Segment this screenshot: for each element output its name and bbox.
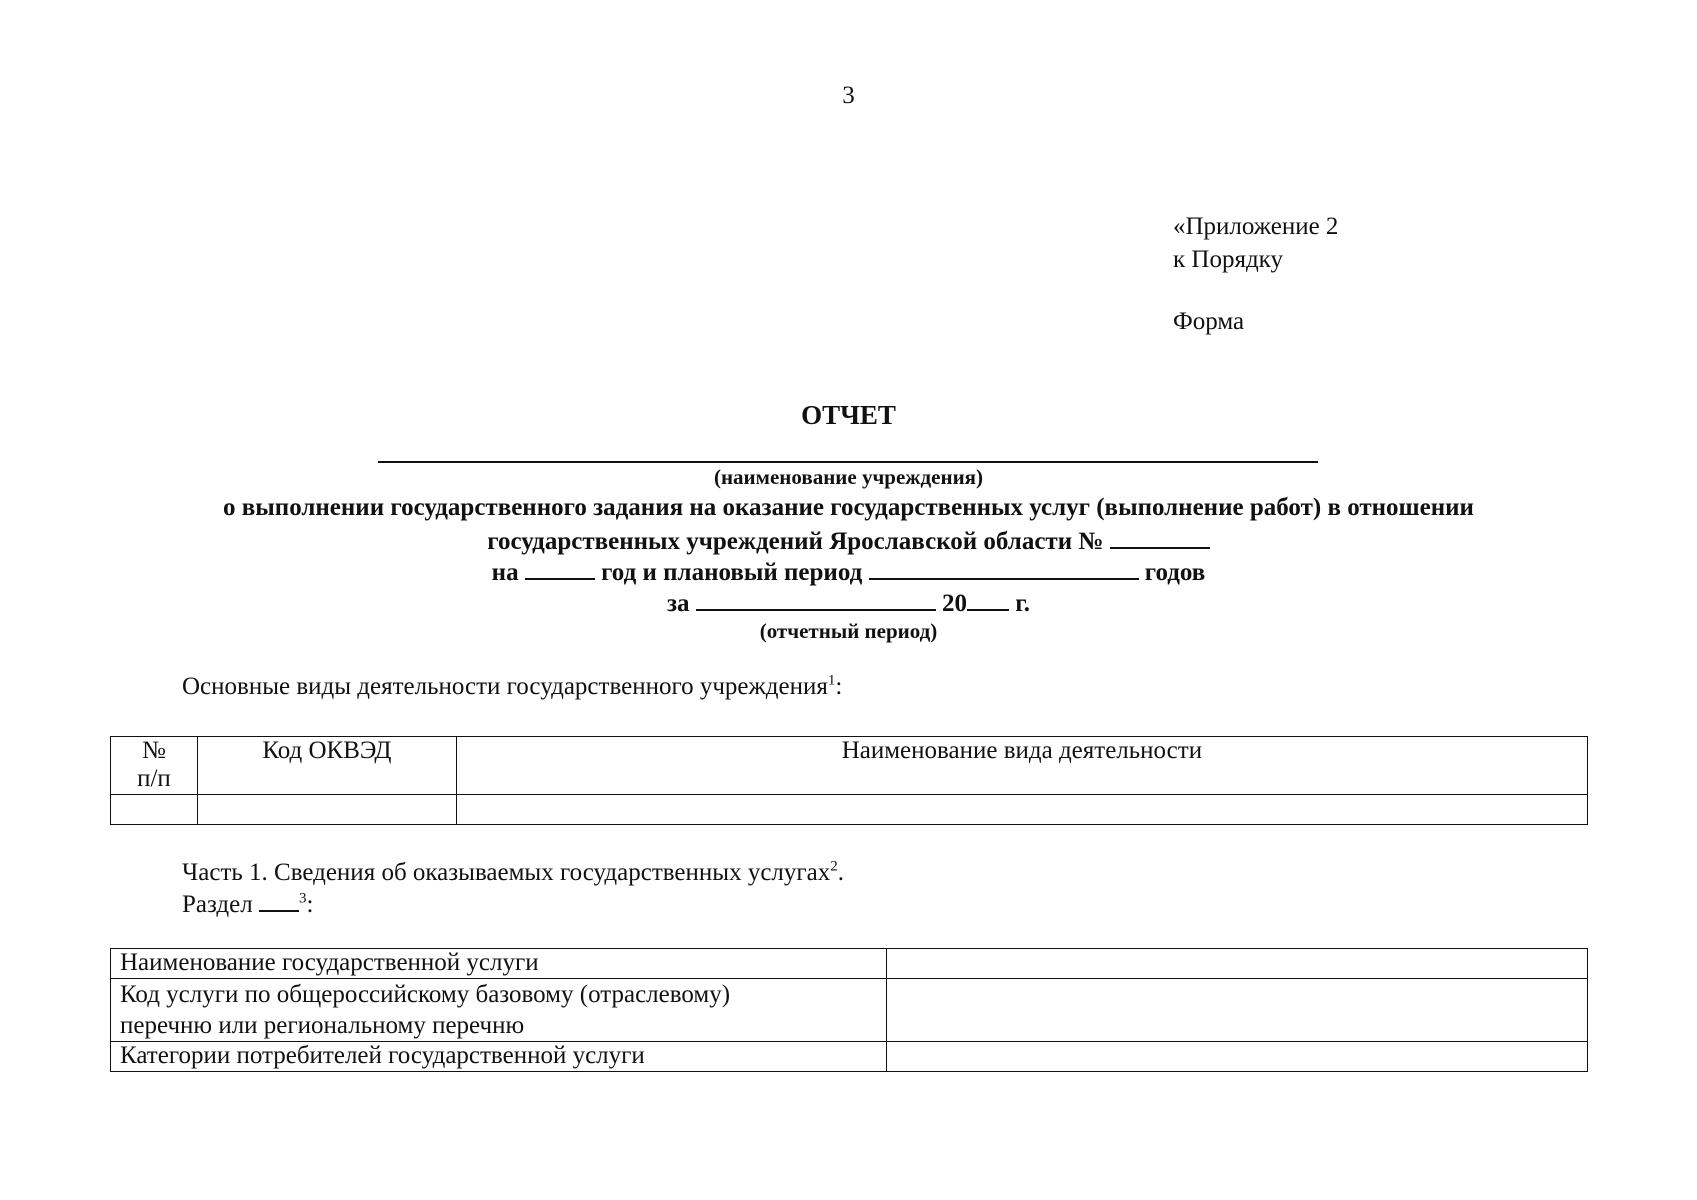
header-num-line2: п/п — [137, 765, 171, 792]
row-name-cell[interactable] — [456, 795, 1587, 825]
activities-intro — [182, 673, 842, 701]
institution-name-blank[interactable] — [378, 461, 1318, 463]
subtitle-line-2 — [0, 525, 1697, 556]
report-period-blank[interactable] — [696, 587, 936, 611]
period-caption: (отчетный период) — [759, 619, 938, 643]
year-blank[interactable] — [525, 556, 595, 580]
subtitle-line-1: о выполнении государственного задания на оказание государственных услуг (выполнение работ) в отношении — [223, 494, 1474, 521]
header-num — [111, 737, 198, 795]
part1-heading — [182, 859, 844, 887]
period-years: годов — [1144, 559, 1206, 586]
appendix-line-1: «Приложение 2 — [1173, 213, 1339, 240]
table-row — [111, 1042, 1588, 1072]
header-name: Наименование вида деятельности — [456, 737, 1587, 795]
section-colon: : — [306, 891, 314, 918]
service-code-label — [111, 979, 887, 1042]
section-heading — [182, 888, 313, 919]
period-na: на — [491, 559, 519, 586]
table-row — [111, 979, 1588, 1042]
header-code: Код ОКВЭД — [197, 737, 456, 795]
service-code-label-line2: перечню или региональному перечню — [120, 1012, 525, 1039]
period-line — [0, 556, 1697, 587]
form-label: Форма — [1173, 308, 1245, 335]
activities-header-row — [111, 737, 1588, 795]
service-name-label: Наименование государственной услуги — [111, 949, 887, 979]
table-row — [111, 949, 1588, 979]
service-code-label-line1: Код услуги по общероссийскому базовому (отраслевому) — [120, 981, 731, 1008]
service-name-value[interactable] — [886, 949, 1587, 979]
service-table — [110, 948, 1588, 1072]
footnote-2: 2 — [830, 858, 838, 875]
appendix-heading — [1173, 210, 1338, 276]
header-num-line1: № — [142, 737, 166, 764]
report-g: г. — [1015, 590, 1031, 617]
table-row — [111, 795, 1588, 825]
footnote-1: 1 — [827, 672, 836, 689]
report-year-prefix: 20 — [942, 590, 967, 617]
task-number-blank[interactable] — [1110, 525, 1210, 549]
section-label: Раздел — [182, 891, 253, 918]
service-consumers-label: Категории потребителей государственной услуги — [111, 1042, 887, 1072]
service-code-value[interactable] — [886, 979, 1587, 1042]
institution-caption: (наименование учреждения) — [713, 465, 984, 489]
section-number-blank[interactable] — [259, 888, 299, 912]
subtitle-line-2-text: государственных учреждений Ярославской области № — [487, 528, 1104, 555]
footnote-3: 3 — [298, 890, 307, 907]
report-za: за — [666, 590, 690, 617]
report-year-blank[interactable] — [967, 587, 1009, 611]
appendix-line-2: к Порядку — [1173, 246, 1283, 273]
activities-intro-text: Основные виды деятельности государственного учреждения — [182, 673, 828, 700]
row-num-cell[interactable] — [111, 795, 198, 825]
part1-text: Часть 1. Сведения об оказываемых государственных услугах — [182, 859, 831, 886]
planned-period-blank[interactable] — [869, 556, 1139, 580]
row-code-cell[interactable] — [197, 795, 456, 825]
report-period-line — [0, 587, 1697, 618]
activities-table — [110, 736, 1588, 825]
service-consumers-value[interactable] — [886, 1042, 1587, 1072]
activities-colon: : — [835, 673, 843, 700]
part1-end: . — [837, 859, 844, 886]
report-title: ОТЧЕТ — [801, 400, 896, 430]
period-year-text: год и плановый период — [601, 559, 863, 586]
page-number: 3 — [842, 82, 855, 109]
